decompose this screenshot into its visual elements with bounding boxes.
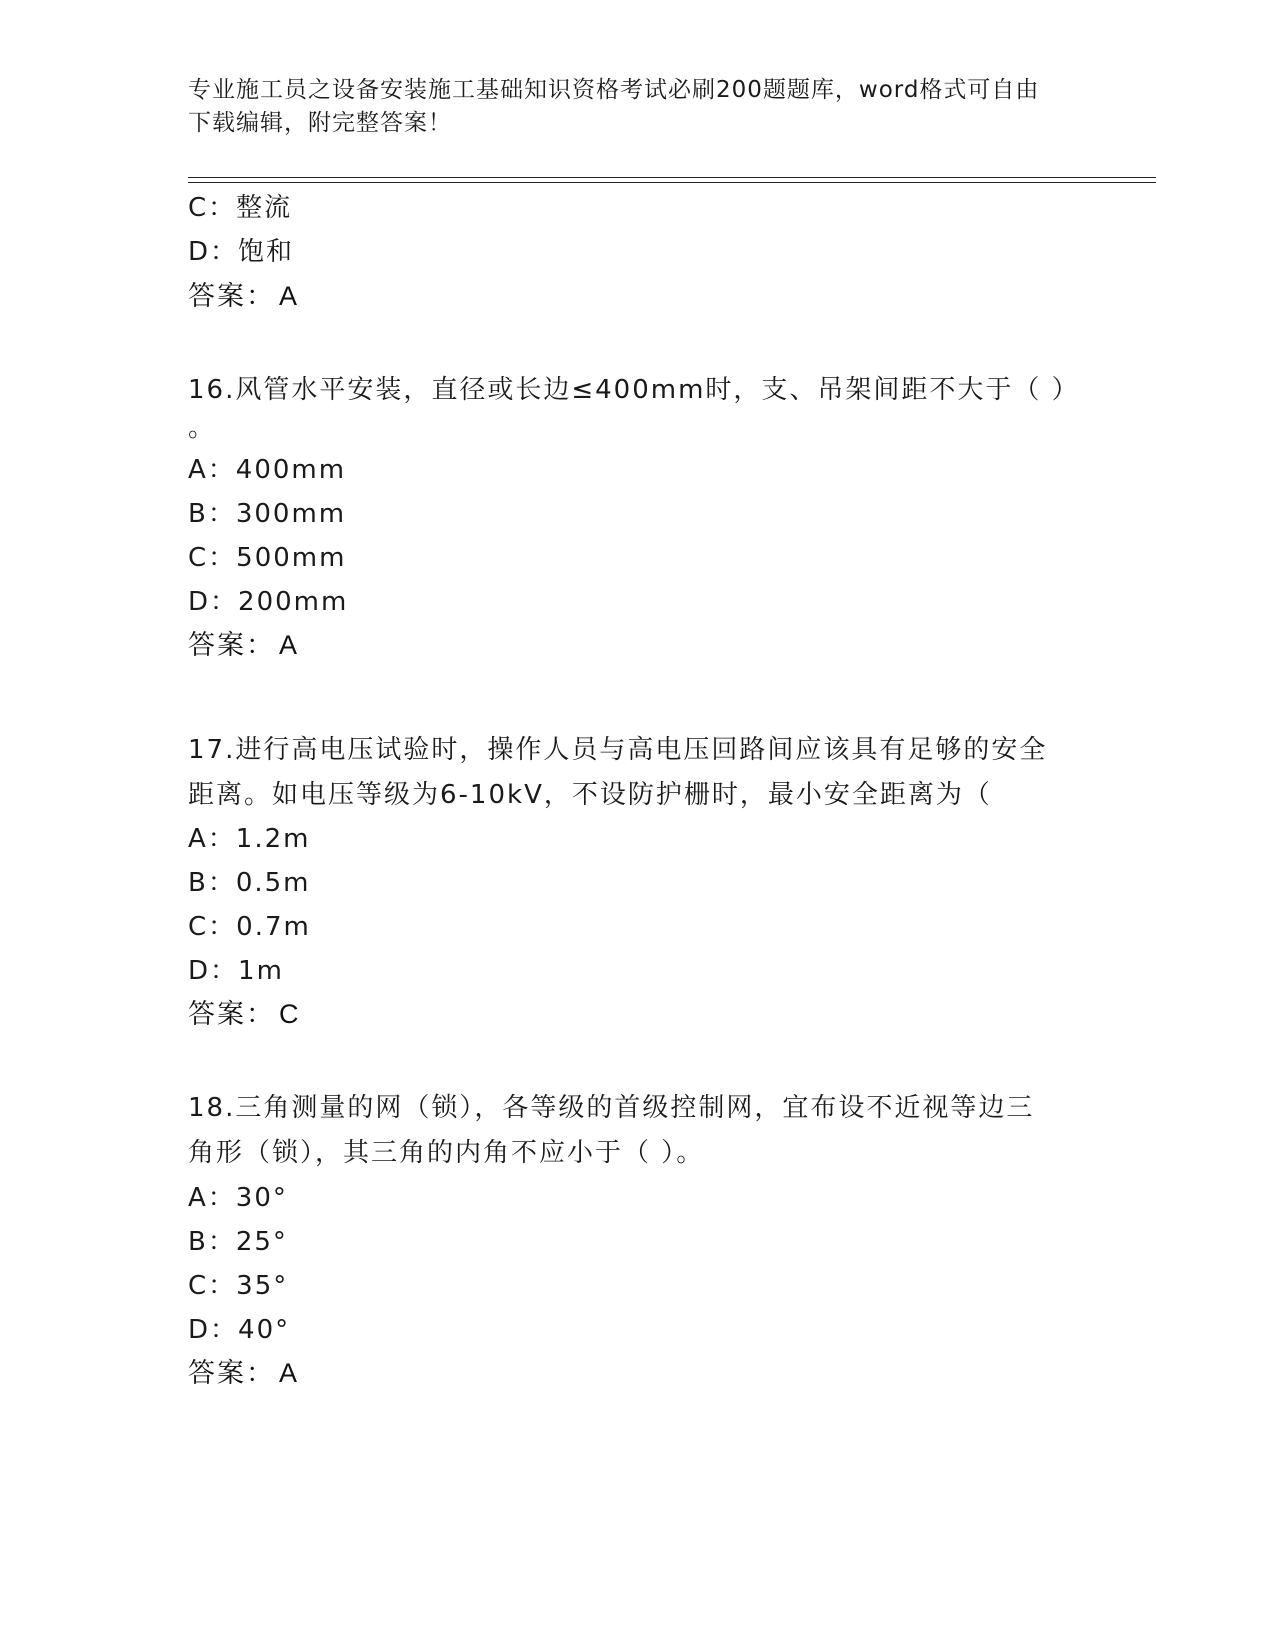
q16-option-d: D：200mm xyxy=(188,587,349,617)
answer-value: A xyxy=(279,630,300,660)
q17-answer xyxy=(188,998,301,1031)
answer-label: 答案： xyxy=(188,1358,275,1389)
answer-value: A xyxy=(279,1358,300,1388)
q17-option-a: A：1.2m xyxy=(188,824,311,854)
answer-value: C xyxy=(279,999,301,1029)
q16-option-b: B：300mm xyxy=(188,499,347,529)
q15-option-d: D：饱和 xyxy=(188,237,295,267)
q17-option-d: D：1m xyxy=(188,956,284,986)
q16-answer xyxy=(188,629,299,662)
q16-stem-line-1: 16.风管水平安装，直径或长边≤400mm时，支、吊架间距不大于（ ） xyxy=(188,375,1080,405)
q18-option-d: D：40° xyxy=(188,1315,291,1345)
q18-answer xyxy=(188,1357,299,1390)
q17-stem-line-1: 17.进行高电压试验时，操作人员与高电压回路间应该具有足够的安全 xyxy=(188,735,1048,765)
q15-answer xyxy=(188,280,299,313)
q17-option-c: C：0.7m xyxy=(188,912,311,942)
q17-stem-line-2: 距离。如电压等级为6-10kV，不设防护栅时，最小安全距离为（ xyxy=(188,780,992,810)
q17-option-b: B：0.5m xyxy=(188,868,311,898)
header-line-1: 专业施工员之设备安装施工基础知识资格考试必刷200题题库，word格式可自由 xyxy=(188,77,1040,103)
q18-option-c: C：35° xyxy=(188,1271,289,1301)
header-line-2: 下载编辑，附完整答案！ xyxy=(188,110,452,136)
q16-option-a: A：400mm xyxy=(188,455,347,485)
document-header xyxy=(188,74,1088,140)
answer-label: 答案： xyxy=(188,281,275,312)
q18-option-b: B：25° xyxy=(188,1227,288,1257)
q18-stem-line-2: 角形（锁），其三角的内角不应小于（ ）。 xyxy=(188,1138,705,1168)
answer-value: A xyxy=(279,281,300,311)
q18-stem-line-1: 18.三角测量的网（锁），各等级的首级控制网，宜布设不近视等边三 xyxy=(188,1093,1035,1123)
q16-option-c: C：500mm xyxy=(188,543,347,573)
q18-option-a: A：30° xyxy=(188,1183,288,1213)
answer-label: 答案： xyxy=(188,999,275,1030)
q15-option-c: C：整流 xyxy=(188,193,293,223)
q16-stem-line-2: 。 xyxy=(188,413,217,443)
answer-label: 答案： xyxy=(188,630,275,661)
header-divider-top xyxy=(188,177,1156,178)
header-divider-bottom xyxy=(188,182,1156,183)
